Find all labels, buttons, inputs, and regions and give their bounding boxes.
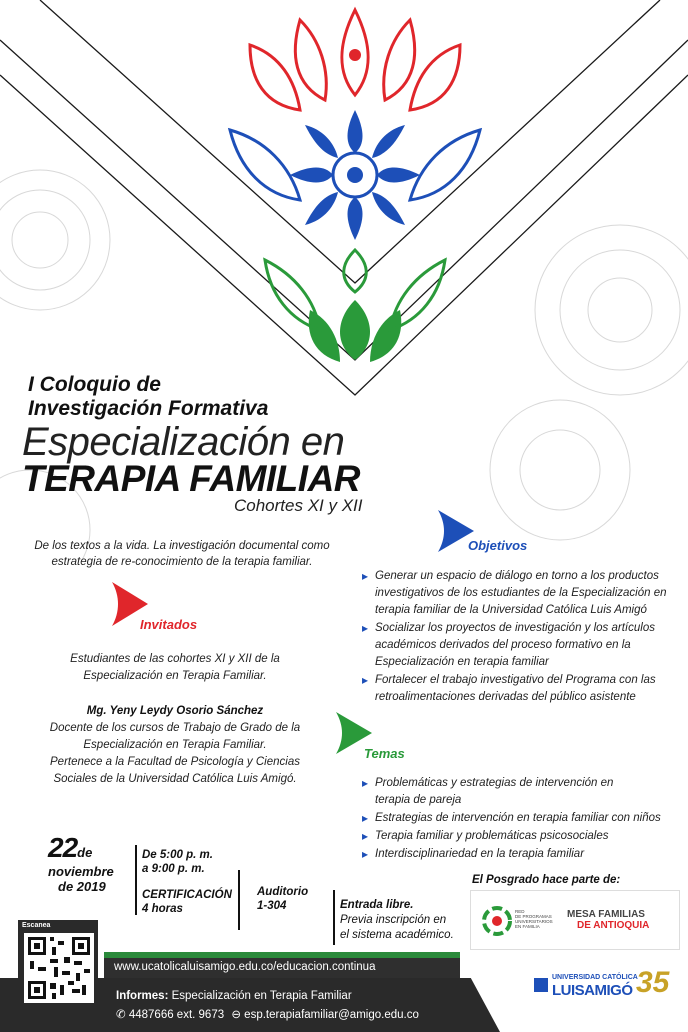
list-item (362, 620, 682, 671)
event-date (48, 832, 92, 864)
logo2-line-1: MESA FAMILIAS (567, 909, 645, 920)
tema-2-line-1: ▸ Estrategias de intervención en terapia familiar con niños (375, 812, 661, 824)
website-link[interactable]: www.ucatolicaluisamigo.edu.co/educacion.continua (104, 958, 460, 978)
informes (116, 990, 352, 1002)
qr-label: Escanea (22, 922, 51, 929)
qr-code[interactable] (24, 933, 94, 1003)
mesa-familias-logo (567, 909, 649, 931)
objetivos-list (362, 568, 682, 707)
phone-number[interactable]: 4487666 ext. 9673 (128, 1009, 225, 1021)
event-place (257, 885, 308, 913)
mandala-red-petals (250, 10, 460, 110)
guest-description (30, 720, 320, 788)
guest-desc-line-3: Pertenece a la Facultad de Psicología y Ciencias (50, 756, 300, 768)
place-room: 1-304 (257, 900, 287, 912)
tema-3-line-1: ▸ Terapia familiar y problemáticas psicosociales (375, 830, 609, 842)
entry-line-2: Previa inscripción en (340, 914, 447, 926)
mandala-illustration (190, 0, 520, 390)
list-item (362, 828, 682, 845)
intro-line-1: De los textos a la vida. La investigación documental como (34, 540, 330, 552)
entry-line-3: el sistema académico. (340, 929, 454, 941)
contact-info (116, 1007, 419, 1021)
event-time-start: De 5:00 p. m. (142, 849, 213, 861)
list-item (362, 810, 682, 827)
guest-desc-line-1: Docente de los cursos de Trabajo de Grado de la (49, 722, 301, 734)
tema-4-line-1: ▸ Interdisciplinariedad en la terapia familiar (375, 848, 585, 860)
email-address[interactable]: esp.terapiafamiliar@amigo.edu.co (244, 1009, 419, 1021)
informes-label: Informes: (116, 990, 169, 1002)
event-time (142, 848, 213, 876)
objetivo-1-line-3: terapia familiar de la Universidad Católica Luis Amigó (375, 604, 647, 616)
temas-heading: Temas (364, 746, 405, 761)
email-icon: ⊖ (231, 1009, 241, 1021)
invitados-text (30, 651, 320, 685)
event-title (28, 373, 268, 421)
logo2-line-2: DE ANTIOQUIA (577, 920, 650, 931)
university-logo-area (500, 958, 688, 1032)
objetivos-heading: Objetivos (468, 538, 528, 553)
invitados-line-2: Especialización en Terapia Familiar. (83, 670, 267, 682)
red-programas-logo-text (515, 909, 553, 929)
entry-free: Entrada libre. (340, 899, 414, 911)
phone-icon: ✆ (116, 1009, 126, 1021)
certification-hours: 4 horas (142, 903, 183, 915)
invitados-line-1: Estudiantes de las cohortes XI y XII de la (70, 653, 280, 665)
invitados-heading: Invitados (140, 617, 198, 632)
event-time-end: a 9:00 p. m. (142, 863, 205, 875)
logo1-line-4: EN FAMILIA (515, 924, 540, 929)
objetivo-3-line-2: retroalimentaciones derivadas del público asistente (375, 691, 636, 703)
mandala-blue-petals (230, 110, 480, 240)
posgrado-label: El Posgrado hace parte de: (472, 874, 621, 886)
certification (142, 888, 232, 916)
title-line-1: I Coloquio de (28, 373, 161, 396)
event-year: de 2019 (58, 879, 106, 894)
event-de: de (77, 845, 93, 860)
place-label: Auditorio (257, 886, 309, 898)
objetivo-3-line-1: ▸ Fortalecer el trabajo investigativo del Programa con las (375, 674, 656, 686)
temas-list (362, 775, 682, 864)
logo1-line-1: RED (515, 909, 525, 914)
university-name-small: UNIVERSIDAD CATÓLICA (552, 974, 638, 981)
title-line-2: Investigación Formativa (28, 397, 269, 420)
divider (238, 870, 240, 930)
guest-name: Mg. Yeny Leydy Osorio Sánchez (86, 705, 264, 717)
entry-info (340, 898, 454, 943)
qr-code-icon (24, 933, 94, 1003)
informes-text: Especialización en Terapia Familiar (171, 990, 352, 1002)
guest-desc-line-4: Sociales de la Universidad Católica Luis Amigó. (53, 773, 297, 785)
guest-desc-line-2: Especialización en Terapia Familiar. (83, 739, 267, 751)
mandala-green-petals (265, 250, 445, 362)
divider (333, 890, 335, 945)
university-logo-icon (534, 978, 548, 992)
logo1-line-3: UNIVERSITARIOS (515, 919, 553, 924)
list-item (362, 568, 682, 619)
partner-logos (470, 890, 680, 950)
list-item (362, 672, 682, 706)
objetivo-2-line-1: ▸ Socializar los proyectos de investigación y los artículos (375, 622, 655, 634)
event-day: 22 (48, 832, 78, 863)
red-programas-logo-icon (481, 905, 513, 937)
certification-label: CERTIFICACIÓN (142, 889, 232, 901)
divider (135, 845, 137, 915)
intro-line-2: estrategia de re-conocimiento de la terapia familiar. (51, 556, 313, 568)
program-title-line-1: Especialización en (22, 420, 345, 464)
list-item (362, 775, 682, 809)
cohorts-subtitle: Cohortes XI y XII (234, 496, 363, 515)
objetivo-1-line-2: investigativos de los estudiantes de la Especialización en (375, 587, 667, 599)
list-item (362, 846, 682, 863)
objetivo-2-line-2: académicos derivados del proceso formativo en la (375, 639, 631, 651)
objetivo-1-line-1: ▸ Generar un espacio de diálogo en torno a los productos (375, 570, 659, 582)
university-name: LUISAMIGÓ (552, 982, 633, 999)
logo1-line-2: DE PROGRAMAS (515, 914, 552, 919)
intro-text (26, 538, 338, 570)
event-month: noviembre (48, 864, 114, 879)
tema-1-line-2: terapia de pareja (375, 794, 462, 806)
tema-1-line-1: ▸ Problemáticas y estrategias de intervención en (375, 777, 614, 789)
program-title-line-2: TERAPIA FAMILIAR (22, 458, 361, 499)
objetivo-2-line-3: Especialización en terapia familiar (375, 656, 549, 668)
anniversary-number: 35 (636, 966, 670, 999)
